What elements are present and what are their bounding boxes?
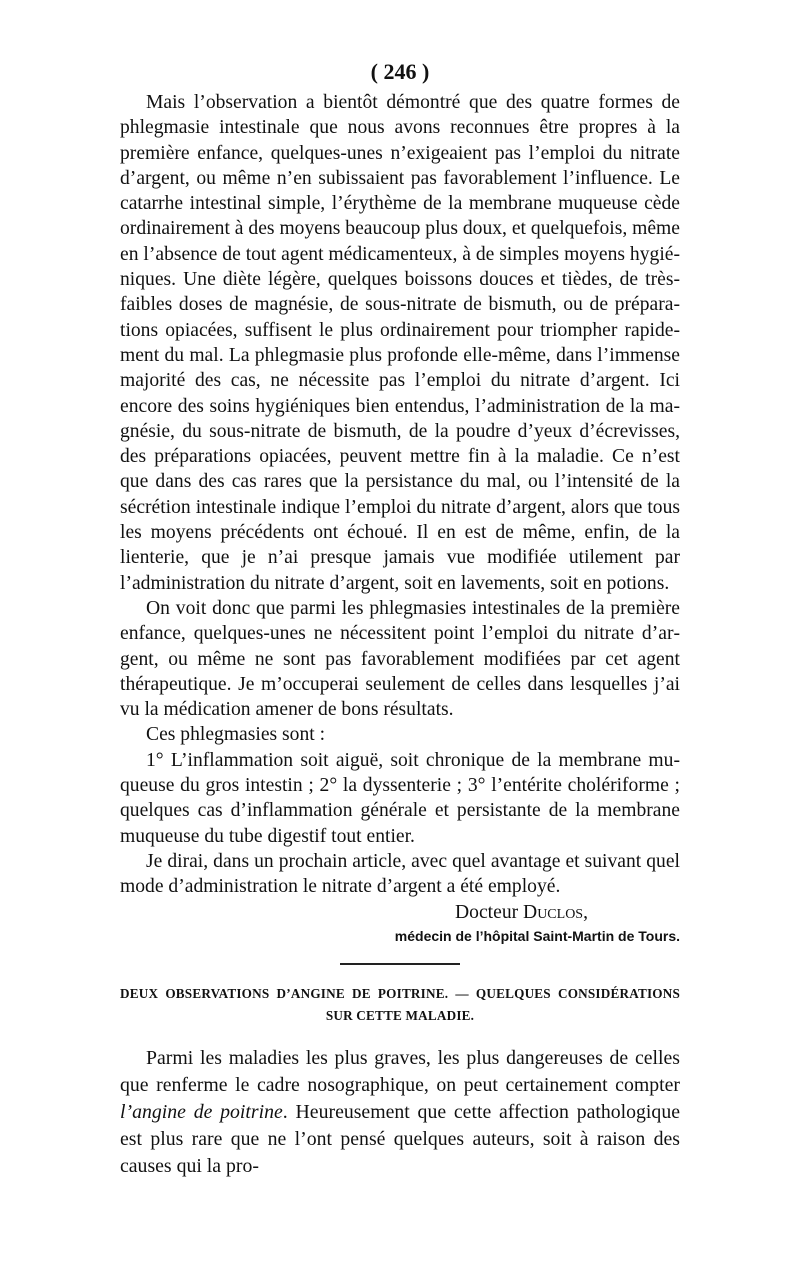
paragraph-next-article: Je dirai, dans un prochain article, avec quel avantage et suivant quel mode d’administration le nitrate d’argent a été employé. [120,850,680,898]
paragraph-angine-intro [120,1045,680,1180]
paragraph-phlegmasies-list: 1° L’inflammation soit aiguë, soit chronique de la membrane muqueuse du gros intestin ; 2° la dyssenterie ; 3° l’entérite cholériforme ; quelques cas d’inflammation générale et persistante de la membrane muqueuse du tube digestif tout entier. [120,749,680,847]
section-title-line-2: SUR CETTE MALADIE. [325,1007,475,1023]
paragraph-phlegmasies-intro: Ces phlegmasies sont : [146,724,326,746]
signature-prefix: Docteur [455,901,519,923]
section-divider [340,963,460,965]
section-title-line-1: DEUX OBSERVATIONS D’ANGINE DE POITRINE. — QUELQUES CONSIDÉRATIONS [120,985,680,1001]
page-number: ( 246 ) [370,59,430,84]
signature-name: Duclos, [523,901,588,923]
angine-emphasis: l’angine de poitrine [120,1100,283,1123]
paragraph-nitrate-observation: Mais l’observation a bientôt démontré que des quatre formes de phlegmasie intestinale que nous avons reconnues être propres à la première enfance, quelques-unes n’exigeaient pas l’emploi du nitrate d’argent, ou même n’en subissaient pas favorablement l’influence. Le catarrhe intestinal simple, l’érythème de la membrane muqueuse cède ordinairement à des moyens beaucoup plus doux, et quelquefois, même en l’absence de tout agent médicamenteux, à de simples moyens hygiéniques. Une diète légère, quelques boissons douces et tièdes, de très-faibles doses de magnésie, de sous-nitrate de bismuth, ou de préparations opiacées, suffisent le plus ordinairement pour triompher rapidement du mal. La phlegmasie plus profonde elle-même, dans l’immense majorité des cas, ne nécessite pas l’emploi du nitrate d’argent. Ici encore des soins hygiéniques bien entendus, l’administration de la magnésie, du sous-nitrate de bismuth, de la poudre d’yeux d’écrevisses, des préparations opiacées, peuvent mettre fin à la maladie. Ce n’est que dans des cas rares que la persistance du mal, ou l’intensité de la sécrétion intestinale indique l’emploi du nitrate d’argent, alors que tous les moyens précédents ont échoué. Il en est de même, enfin, de la lienterie, que je n’ai presque jamais vue modifiée utilement par l’administration du nitrate d’argent, soit en lavements, soit en potions. [120,92,680,594]
angine-text-part-2: . Heureusement que cette affection pathologique est plus rare que ne l’ont pensé quelques auteurs, soit à raison des causes qui la pro- [120,1100,680,1177]
author-affiliation: médecin de l’hôpital Saint-Martin de Tours. [394,927,680,944]
author-signature [120,900,680,925]
paragraph-phlegmasies-summary: On voit donc que parmi les phlegmasies intestinales de la première enfance, quelques-unes ne nécessitent point l’emploi du nitrate d’argent, ou même ne sont pas favorablement modifiées par cet agent thérapeutique. Je m’occuperai seulement de celles dans lesquelles j’ai vu la médication amener de bons résultats. [120,597,680,721]
angine-text-part-1: Parmi les maladies les plus graves, les plus dangereuses de celles que renferme le cadre nosographique, on peut certainement compter [120,1046,680,1096]
book-page [120,58,680,1180]
